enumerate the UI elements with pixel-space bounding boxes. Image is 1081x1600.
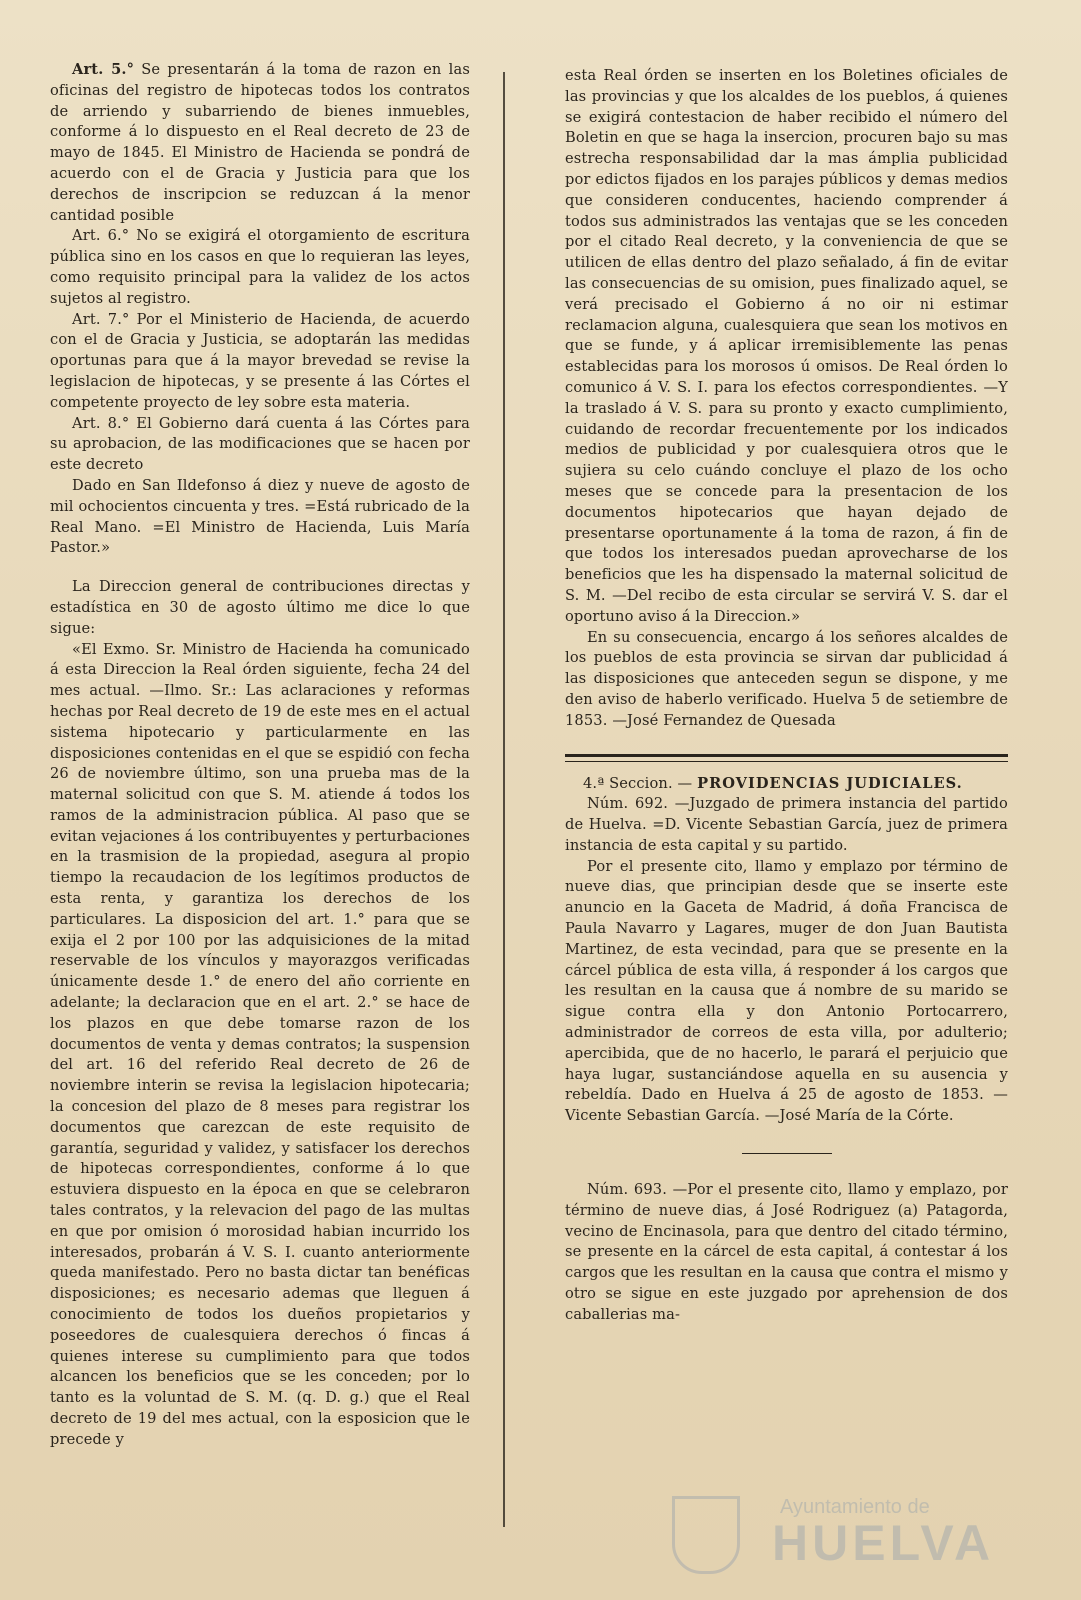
decree-signature: Dado en San Ildefonso á diez y nueve de agosto de mil ochocientos cincuenta y tres. =Está rubricado de la Real Mano. =El Ministro de Hacienda, Luis María Pastor.»: [50, 476, 470, 557]
article-5: Art. 5.° Se presentarán á la toma de razon en las oficinas del registro de hipotecas todos los contratos de arriendo y subarriendo de bienes inmuebles, conforme á lo dispuesto en el Real decreto de 23 de mayo de 1845. El Ministro de Hacienda se pondrá de acuerdo con el de Gracia y Justicia para que los derechos de inscripcion se reduzcan á la menor cantidad posible: [50, 61, 470, 224]
article-8: Art. 8.° El Gobierno dará cuenta á las Córtes para su aprobacion, de las modificaciones que se hacen por este decreto: [50, 414, 470, 474]
royal-order-text: «El Exmo. Sr. Ministro de Hacienda ha comunicado á esta Direccion la Real órden siguiente, fecha 24 del mes actual. —Ilmo. Sr.: Las aclaraciones y reformas hechas por Real decreto de 19 de este mes en el actual sistema hipotecario y particularmente en las disposiciones contenidas en el que se espidió con fecha 26 de noviembre último, son una prueba mas de la maternal solicitud con que S. M. atiende á todos los ramos de la administracion pública. Al paso que se evitan vejaciones á los contribuyentes y perturbaciones en la trasmision de la propiedad, asegura al propio tiempo la recaudacion de los legítimos productos de esta renta, y garantiza los derechos de los particulares. La disposicion del art. 1.° para que se exija el 2 por 100 por las adquisiciones de la mitad reservable de los vínculos y mayorazgos verificadas únicamente desde 1.° de enero del año corriente en adelante; la declaracion que en el art. 2.° se hace de los plazos en que debe tomarse razon de los documentos de venta y demas contratos; la suspension del art. 16 del referido Real decreto de 26 de noviembre interin se revisa la legislacion hipotecaria; la concesion del plazo de 8 meses para registrar los documentos que carezcan de este requisito de garantía, seguridad y validez, y satisfacer los derechos de hipotecas correspondientes, conforme á lo que estuviera dispuesto en la época en que se celebraron tales contratos, y la relevacion del pago de las multas en que por omision ó morosidad habian incurrido los interesados, probarán á V. S. I. cuanto anteriormente queda manifestado. Pero no basta dictar tan benéficas disposiciones; es necesario ademas que lleguen á conocimiento de todos los dueños propietarios y poseedores de cualesquiera derechos ó fincas á quienes interese su cumplimiento para que todos alcancen los beneficios que se les conceden; por lo tanto es la voluntad de S. M. (q. D. g.) que el Real decreto de 19 del mes actual, con la esposicion que le precede y: [50, 640, 471, 1448]
royal-order-continuation: esta Real órden se inserten en los Boletines oficiales de las provincias y que los alcaldes de los pueblos, á quienes se exigirá contestacion de haber recibido el número del Boletin en que se haga la insercion, procuren bajo su mas estrecha responsabilidad dar la mas ámplia publicidad por edictos fijados en los parajes públicos y demas medios que consideren conducentes, haciendo comprender á todos sus administrados las ventajas que se les conceden por el citado Real decreto, y la conveniencia de que se utilicen de ellas dentro del plazo señalado, á fin de evitar las consecuencias de su omision, pues finalizado aquel, se verá precisado el Gobierno á no oir ni estimar reclamacion alguna, cualesquiera que sean los motivos en que se funde, y á aplicar irremisiblemente las penas establecidas para los morosos ú omisos. De Real órden lo comunico á V. S. I. para los efectos correspondientes. —Y la traslado á V. S. para su pronto y exacto cumplimiento, cuidando de recordar frecuentemente por los indicados medios de publicidad y por cualesquiera otros que le sujiera su celo cuándo concluye el plazo de los ocho meses que se concede para la presentacion de los documentos hipotecarios que hayan dejado de presentarse oportunamente á la toma de razon, á fin de que todos los interesados puedan aprovecharse de los beneficios que les ha dispensado la maternal solicitud de S. M. —Del recibo de esta circular se servirá V. S. dar el oportuno aviso á la Direccion.»: [565, 67, 1008, 625]
notice-692-body: Por el presente cito, llamo y emplazo por término de nueve dias, que principian desde que se inserte este anuncio en la Gaceta de Madrid, á doña Francisca de Paula Navarro y Lagares, muger de don Juan Bautista Martinez, de esta vecindad, para que se presente en la cárcel pública de esta villa, á responder á los cargos que les resultan en la causa que á nombre de su marido se sigue contra ella y don Antonio Portocarrero, administrador de correos de esta villa, por adulterio; apercibida, que de no hacerlo, le parará el perjuicio que haya lugar, sustanciándose aquella en su ausencia y rebeldía. Dado en Huelva á 25 de agosto de 1853. —Vicente Sebastian García. —José María de la Córte.: [565, 857, 1008, 1125]
right-column: [565, 66, 1008, 1326]
section-rule: [565, 754, 1008, 762]
column-divider: [503, 72, 505, 1527]
notice-separator: [742, 1153, 832, 1154]
article-6: Art. 6.° No se exigirá el otorgamiento de escritura pública sino en los casos en que lo requieran las leyes, como requisito principal para la validez de los actos sujetos al registro.: [50, 227, 470, 307]
article-7: Art. 7.° Por el Ministerio de Hacienda, de acuerdo con el de Gracia y Justicia, se adoptarán las medidas oportunas para que á la mayor brevedad se revise la legislacion de hipotecas, y se presente á las Córtes el competente proyecto de ley sobre esta materia.: [50, 310, 470, 411]
notice-692-header: Núm. 692. —Juzgado de primera instancia del partido de Huelva. =D. Vicente Sebastian García, juez de primera instancia de esta capital y su partido.: [565, 795, 1008, 854]
archive-watermark: Ayuntamiento de HUELVA: [672, 1490, 1002, 1580]
section-heading: 4.ª Seccion. — PROVIDENCIAS JUDICIALES.: [583, 774, 963, 792]
governor-closing: En su consecuencia, encargo á los señores alcaldes de los pueblos de esta provincia se sirvan dar publicidad á las disposiciones que anteceden segun se dispone, y me den aviso de haberlo verificado. Huelva 5 de setiembre de 1853. —José Fernandez de Quesada: [565, 628, 1008, 729]
notice-693: Núm. 693. —Por el presente cito, llamo y emplazo, por término de nueve dias, á José Rodriguez (a) Patagorda, vecino de Encinasola, para que dentro del citado término, se presente en la cárcel de esta capital, á contestar á los cargos que les resultan en la causa que contra el mismo y otro se sigue en este juzgado por aprehension de dos caballerias ma-: [565, 1181, 1008, 1323]
left-column: [50, 60, 470, 1451]
direccion-intro: La Direccion general de contribuciones directas y estadística en 30 de agosto último me dice lo que sigue:: [50, 578, 470, 637]
shield-icon: [672, 1496, 740, 1574]
